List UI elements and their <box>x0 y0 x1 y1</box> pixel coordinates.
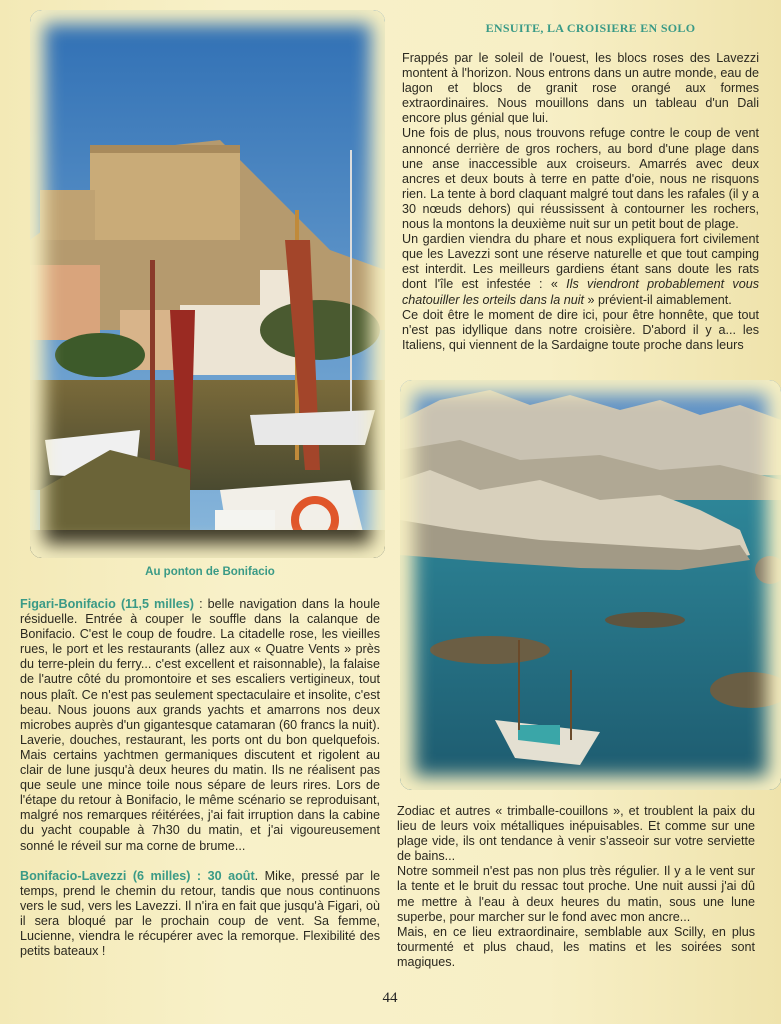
paragraph: Zodiac et autres « trimballe-couillons », et troublent la paix du lieu de leurs voix métalliques inépuisables. Et comme sur une plage vide, ils ont tendance à venir s'asseoir sur votre serviette de bains... <box>397 804 755 864</box>
paragraph: Ce doit être le moment de dire ici, pour être honnête, que tout n'est pas idyllique dans notre croisière. D'abord il y a... les Italiens, qui viennent de la Sardaigne toute proche dans leurs <box>402 307 759 352</box>
paragraph-text: » prévient-il aimablement. <box>584 292 732 307</box>
bonifacio-harbour-photo <box>30 10 385 558</box>
left-bottom-text <box>20 597 380 959</box>
photo-caption: Au ponton de Bonifacio <box>145 566 275 578</box>
leg-heading: Bonifacio-Lavezzi (6 milles) : 30 août <box>20 868 255 883</box>
right-bottom-text <box>397 804 755 970</box>
paragraph-text: . Mike, pressé par le temps, prend le chemin du retour, tandis que nous continuons vers le sud, vers les Lavezzi. Il n'ira en fait que jusqu'à Figari, où il sera bloqué par le prochain coup de vent. Sa femme, Lucienne, viendra le récupérer avec la remorque. Flexibilité des petits bateaux ! <box>20 868 380 959</box>
page-number: 44 <box>382 990 398 1006</box>
paragraph <box>402 232 759 307</box>
lavezzi-rocks-photo <box>400 380 781 790</box>
paragraph: Une fois de plus, nous trouvons refuge contre le coup de vent annoncé derrière de gros rochers, au bord d'une plage dans une anse inaccessible aux croiseurs. Amarrés avec deux ancres et deux bouts à terre en patte d'oie, nous ne risquons rien. La tente à bord claquant malgré tout dans les rafales (il y a 30 nœuds dehors) qui réussissent à contourner les rochers, nous la montons la deuxième nuit sur un petit bout de plage. <box>402 126 759 232</box>
paragraph <box>20 869 380 960</box>
section-title: ENSUITE, LA CROISIERE EN SOLO <box>485 21 696 35</box>
paragraph-text: Un gardien viendra du phare et nous expliquera fort civilement que les Lavezzi sont une réserve naturelle et que tout camping est interdit. Les meilleurs gardiens étant sans doute les rats dont l'île est infestée : « <box>402 232 759 292</box>
paragraph-text: : belle navigation dans la houle résiduelle. Entrée à couper le souffle dans la calanque de Bonifacio. C'est le coup de foudre. La citadelle rose, les vieilles rues, le port et les restaurants (allez aux « Quatre Vents » près du terre-plein du ferry... c'est excellent et raisonnable), la falaise de l'autre côté du promontoire et ses escaliers vertigineux, tout nous plaît. Ce n'est pas seulement spectaculaire et insolite, c'est beau. Nous jouons aux grands yachts et amarrons nos deux microbes auprès d'un gigantesque catamaran (60 francs la nuit). Laverie, douches, restaurant, les ports ont du bon quelquefois. Mais certains yachtmen germaniques discutent et rigolent au clair de lune jusqu'à deux heures du matin. Ils ne réalisent pas que seule une mince toile nous sépare de leurs rires. Lors de l'étape du retour à Bonifacio, le même scénario se reproduisant, malgré nos remarques réitérées, j'ai fait irruption dans la cabine du yacht coupable à 7h30 du matin, et j'ai vigoureusement sonné le réveil sur ma corne de brume... <box>20 597 380 853</box>
paragraph <box>20 597 380 854</box>
right-top-text <box>402 51 759 353</box>
paragraph: Frappés par le soleil de l'ouest, les blocs roses des Lavezzi montent à l'horizon. Nous entrons dans un autre monde, eau de lagon et blocs de granit rose orangé aux formes extraordinaires. Nous mouillons dans un tableau d'un Dali encore plus génial que lui. <box>402 51 759 126</box>
paragraph: Notre sommeil n'est pas non plus très régulier. Il y a le vent sur la tente et le bruit du ressac tout proche. Une nuit aussi j'ai dû me mettre à l'eau à deux heures du matin, sous une lune superbe, pour marcher sur le fond avec mon ancre... <box>397 864 755 924</box>
quote-italic: Ils viendront probablement vous chatouiller les orteils dans la nuit <box>402 277 760 307</box>
paragraph: Mais, en ce lieu extraordinaire, semblable aux Scilly, en plus tourmenté et plus chaud, les matins et les soirées sont magiques. <box>397 924 755 969</box>
leg-heading: Figari-Bonifacio (11,5 milles) <box>20 597 194 611</box>
